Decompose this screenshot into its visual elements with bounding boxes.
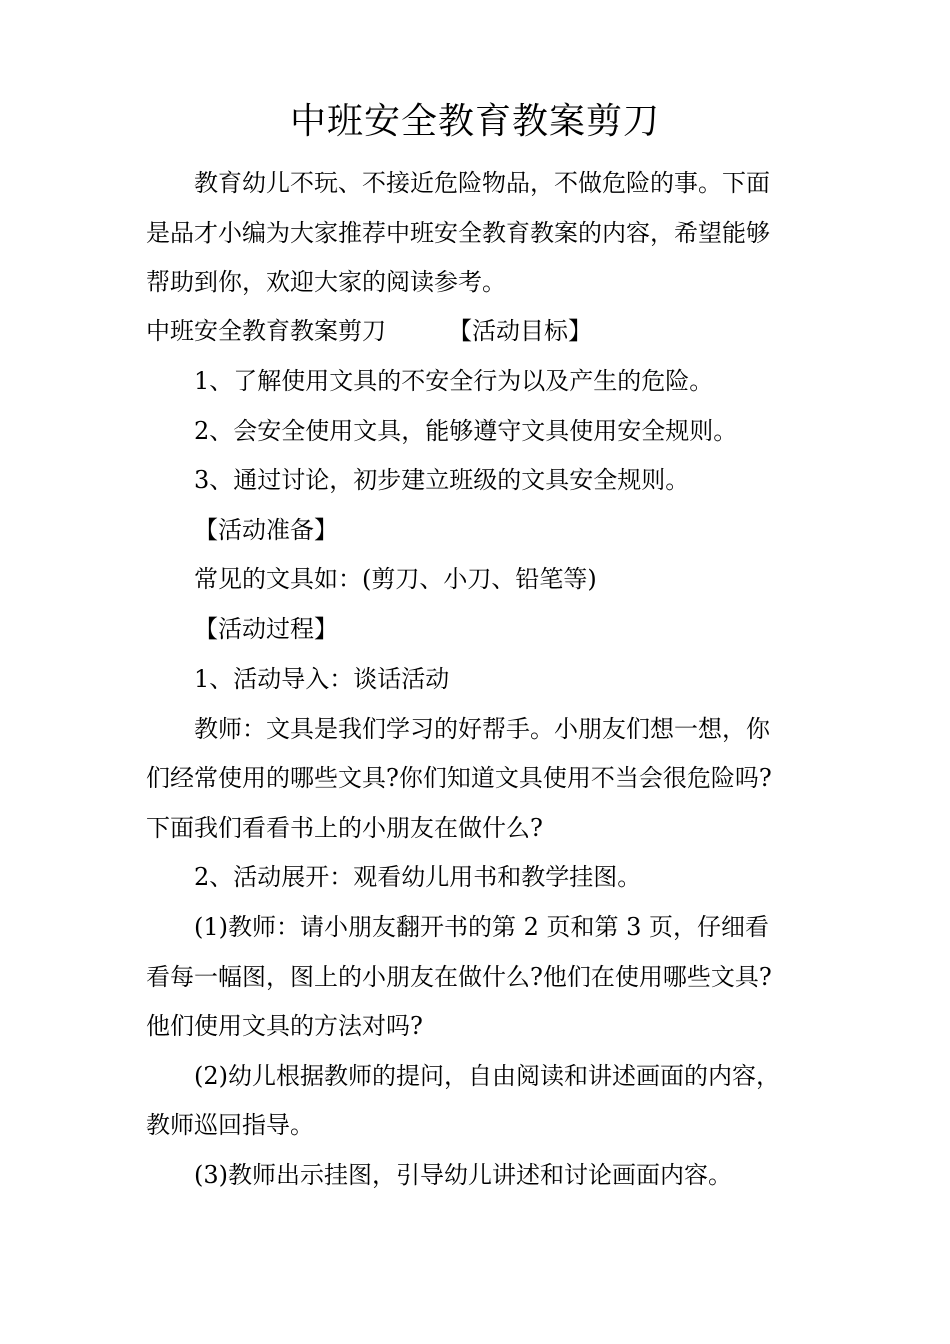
process-step-1: 1、活动导入：谈话活动 [194,665,450,693]
teacher-dialogue-line-2: 们经常使用的哪些文具?你们知道文具使用不当会很危险吗? [146,764,772,792]
preparation-text: 常见的文具如：(剪刀、小刀、铅笔等) [194,565,597,593]
heading-activity-preparation: 【活动准备】 [194,516,338,544]
heading-activity-process: 【活动过程】 [194,615,338,643]
goal-item-2: 2、会安全使用文具，能够遵守文具使用安全规则。 [194,417,738,445]
substep-1-line-3: 他们使用文具的方法对吗? [146,1012,423,1040]
substep-2-line-2: 教师巡回指导。 [146,1111,314,1139]
substep-1-line-1: (1)教师：请小朋友翻开书的第 2 页和第 3 页，仔细看 [194,913,770,941]
document-title: 中班安全教育教案剪刀 [289,101,660,142]
section-heading-row [146,314,592,348]
intro-line-1: 教育幼儿不玩、不接近危险物品，不做危险的事。下面 [194,169,770,197]
goal-item-1: 1、了解使用文具的不安全行为以及产生的危险。 [194,367,714,395]
process-step-2: 2、活动展开：观看幼儿用书和教学挂图。 [194,863,642,891]
subtitle: 中班安全教育教案剪刀 [146,317,386,345]
teacher-dialogue-line-1: 教师：文具是我们学习的好帮手。小朋友们想一想，你 [194,715,770,743]
intro-line-2: 是品才小编为大家推荐中班安全教育教案的内容，希望能够 [146,219,770,247]
substep-2-line-1: (2)幼儿根据教师的提问，自由阅读和讲述画面的内容， [194,1062,780,1090]
heading-activity-goals: 【活动目标】 [448,317,592,345]
substep-1-line-2: 看每一幅图，图上的小朋友在做什么?他们在使用哪些文具? [146,963,772,991]
teacher-dialogue-line-3: 下面我们看看书上的小朋友在做什么? [146,814,543,842]
intro-line-3: 帮助到你，欢迎大家的阅读参考。 [146,268,506,296]
goal-item-3: 3、通过讨论，初步建立班级的文具安全规则。 [194,466,690,494]
substep-3-line-1: (3)教师出示挂图，引导幼儿讲述和讨论画面内容。 [194,1161,732,1189]
